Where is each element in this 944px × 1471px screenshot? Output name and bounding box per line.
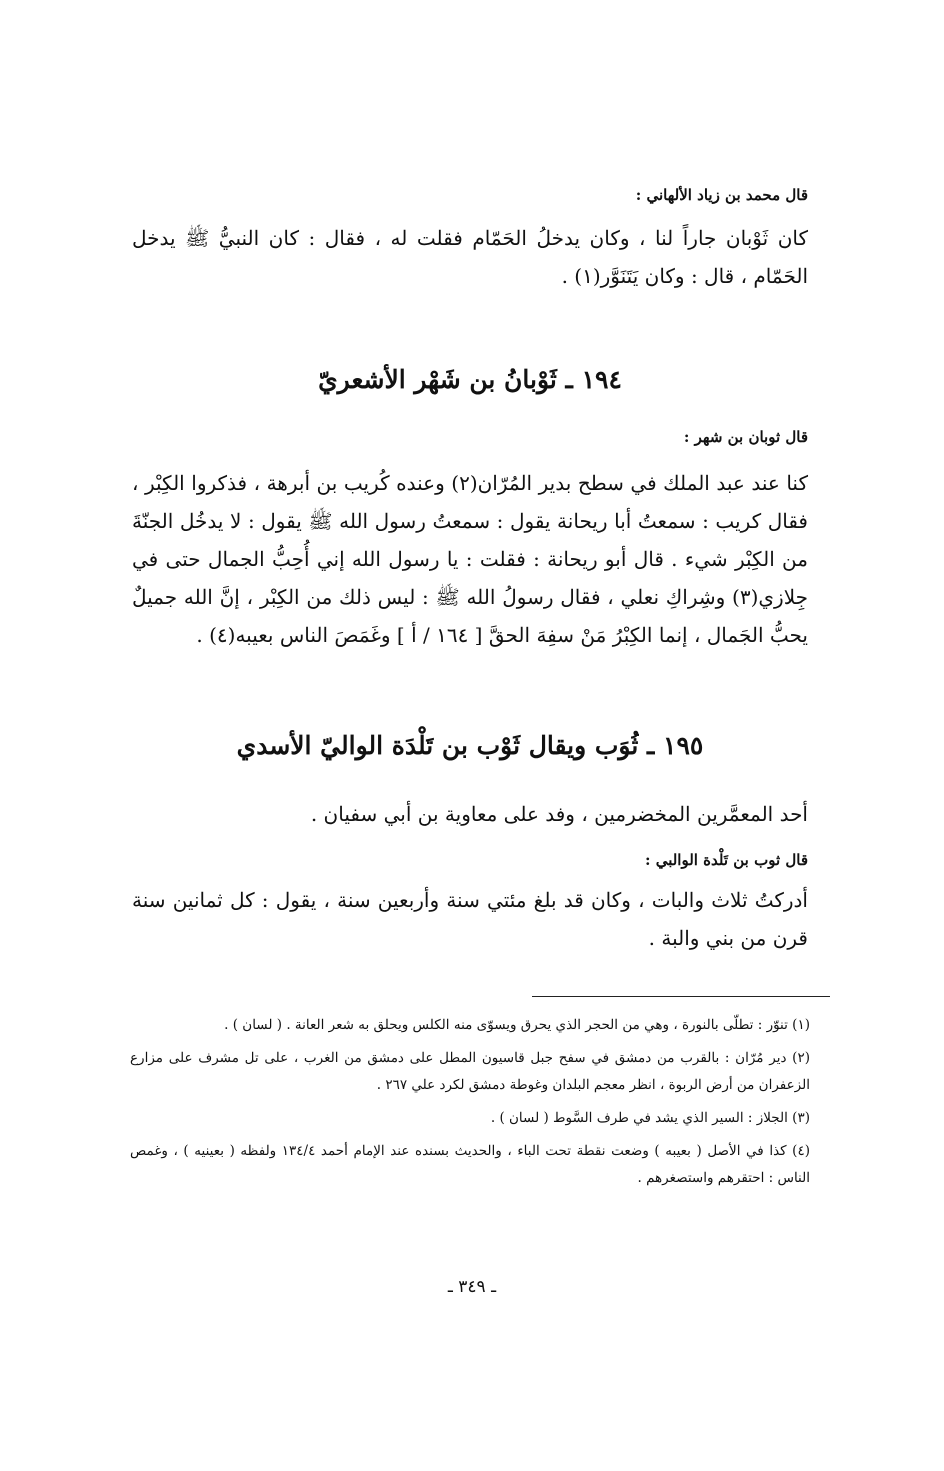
section1-paragraph: كان ثَوْبان جاراً لنا ، وكان يدخلُ الحَمّام فقلت له ، فقال : كان النبيُّ ﷺ يدخل الحَمّام ، قال : وكان يَتَنَوَّر(١) . <box>132 226 808 288</box>
page-number: ـ ٣٤٩ ـ <box>447 1277 497 1297</box>
footnotes <box>130 1012 810 1198</box>
section1-narrator: قال محمد بن زياد الألهاني : <box>635 186 808 204</box>
footnote-1: (١) تنوّر : تطلّى بالنورة ، وهي من الحجر الذي يحرق ويسوّى منه الكلس ويحلق به شعر العانة . ( لسان ) . <box>224 1017 810 1033</box>
entry195-heading: ١٩٥ ـ ثُوَب ويقال ثَوْب بن تَلْدَة الواليّ الأسدي <box>236 731 704 760</box>
footnote-2: (٢) دير مُرّان : بالقرب من دمشق في سفح جبل قاسيون المطل على دمشق من الغرب ، على تل مشرف على مزارع الزعفران من أرض الربوة ، انظر معجم البلدان وغوطة دمشق لكرد علي ٢٦٧ . <box>130 1050 810 1093</box>
entry195-narrator: قال ثوب بن تَلْدة الوالبي : <box>644 851 808 869</box>
footnote-divider <box>532 996 830 997</box>
entry194-heading: ١٩٤ ـ ثَوْبانُ بن شَهْر الأشعريّ <box>318 365 622 394</box>
footnote-3: (٣) الجلاز : السير الذي يشد في طرف السَّوط ( لسان ) . <box>490 1110 810 1126</box>
entry194-narrator: قال ثوبان بن شهر : <box>683 428 808 446</box>
entry195-intro: أحد المعمَّرين المخضرمين ، وفد على معاوية بن أبي سفيان . <box>310 802 808 826</box>
entry195-paragraph: أدركتُ ثلاث والبات ، وكان قد بلغ مئتي سنة وأربعين سنة ، يقول : كل ثمانين سنة قرن من بني والبة . <box>132 888 808 950</box>
footnote-4: (٤) كذا في الأصل ( بعيبه ) وضعت نقطة تحت الباء ، والحديث بسنده عند الإمام أحمد ١٣٤/٤ ولفظه ( بعينيه ) ، وغمص الناس : احتقرهم واستصغرهم . <box>130 1143 810 1186</box>
entry194-paragraph: كنا عند عبد الملك في سطح بدير المُرّان(٢) وعنده كُريب بن أبرهة ، فذكروا الكِبْر ، فقال كريب : سمعتُ أبا ريحانة يقول : سمعتُ رسول الله ﷺ يقول : لا يدخُل الجنّةَ من الكِبْر شيء . قال أبو ريحانة : فقلت : يا رسول الله إني أُحِبُّ الجمال حتى في جِلازي(٣) وشِراكِ نعلي ، فقال رسولُ الله ﷺ : ليس ذلك من الكِبْر ، إنَّ الله جميلٌ يحبُّ الجَمال ، إنما الكِبْرُ مَنْ سفِهَ الحقَّ [ ١٦٤ / أ ] وغَمَصَ الناس بعيبه(٤) . <box>132 471 808 647</box>
